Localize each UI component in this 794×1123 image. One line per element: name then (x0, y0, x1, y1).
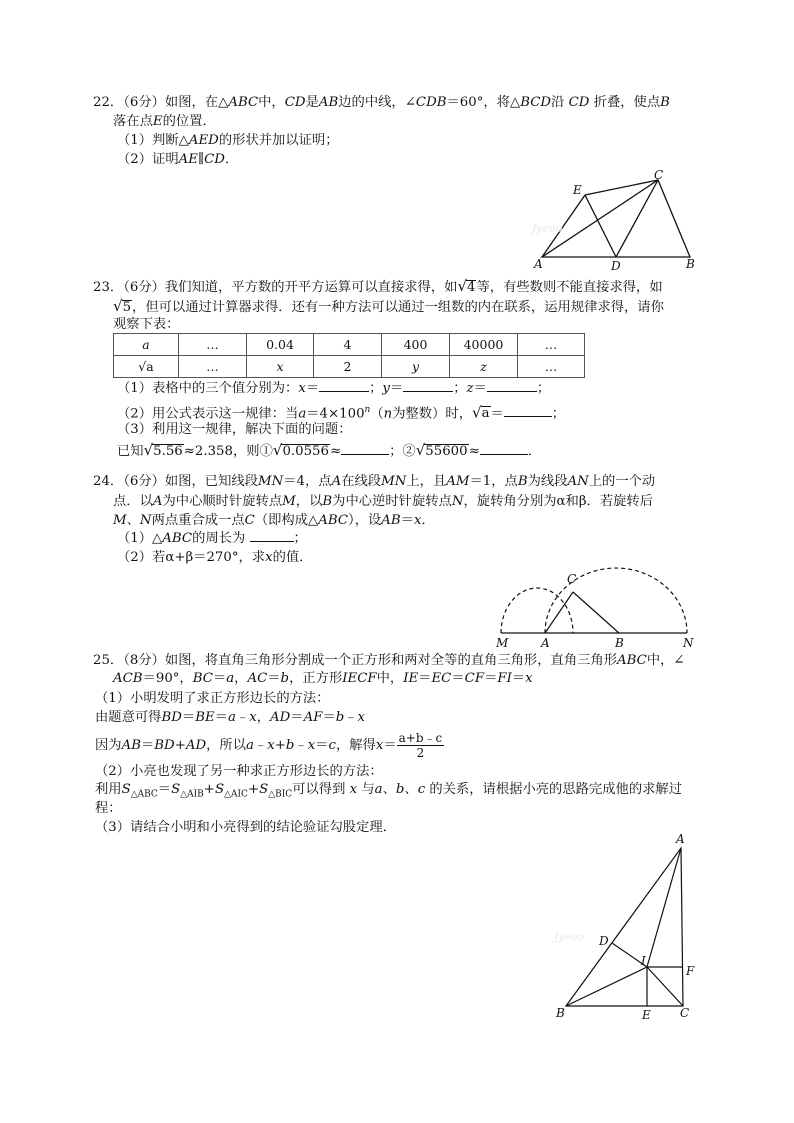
table-cell: 40000 (450, 334, 518, 356)
table-cell: 2 (314, 356, 382, 378)
q25-label-d: D (599, 934, 609, 948)
q22-label-b: B (686, 257, 695, 271)
q22-label-c: C (654, 168, 664, 182)
q25-fraction: $\frac{a+b﹣c}{2}$ (398, 731, 443, 760)
q25-label-b: B (556, 1006, 565, 1020)
q25-sub2-line1: 利用$S_{\triangle ABC}=S_{\triangle AIB}+S_{\triangle AIC}+S_{\triangle BIC}$可以得到 x 与a、b、c 的关系，请根据小亮的思路完成他的求解过 (95, 782, 683, 800)
q25-watermark: Jyeoo (554, 930, 585, 943)
table-cell: … (179, 334, 247, 356)
q25-label-e: E (642, 1008, 651, 1022)
q25-segment-ic (647, 967, 683, 1006)
q24-label-a: A (541, 636, 550, 650)
q23-line1: 23．（6分）我们知道，平方数的开平方运算可以直接求得，如√4等，有些数则不能直接求得，如 (93, 277, 663, 295)
table-cell: 400 (382, 334, 450, 356)
q25-sub3: （3）请结合小明和小亮得到的结论验证勾股定理． (95, 820, 396, 835)
q25-label-f: F (686, 964, 695, 978)
q25-sub1: （1）小明发明了求正方形边长的方法： (95, 691, 330, 706)
q22-line1: 22．（6分）如图，在△ABC中，CD是AB边的中线，∠CDB＝60°，将△BCD沿 CD 折叠，使点B (93, 95, 670, 110)
q22-label-d: D (611, 259, 621, 273)
table-cell: y (382, 356, 450, 378)
q25-sub2: （2）小亮也发现了另一种求正方形边长的方法： (95, 764, 383, 779)
q24-line2: 点．以A为中心顺时针旋转点M，以B为中心逆时针旋转点N，旋转角分别为α和β．若旋转后 (113, 494, 654, 509)
q24-sub2: （2）若α+β＝270°，求x的值． (117, 550, 313, 565)
q24-line3: M、N两点重合成一点C（即构成△ABC），设AB＝x． (113, 513, 435, 528)
q23-line2: √5，但可以通过计算器求得．还有一种方法可以通过一组数的内在联系，运用规律求得，请你 (113, 297, 664, 315)
q22-sub1: （1）判断△AED的形状并加以证明； (117, 133, 339, 148)
q25-sub1-line1: 由题意可得BD＝BE＝a﹣x，AD＝AF＝b﹣x (95, 710, 366, 725)
q24-label-n: N (683, 636, 694, 650)
q25-label-a: A (676, 832, 685, 846)
table-cell: 0.04 (247, 334, 314, 356)
table-cell: … (518, 334, 585, 356)
q25-label-c: C (680, 1006, 690, 1020)
q25-triangle-abc (566, 848, 683, 1006)
q24-line1: 24．（6分）如图，已知线段MN＝4，点A在线段MN上，且AM＝1，点B为线段AN上的一个动 (93, 474, 656, 489)
q25-line2: ACB＝90°，BC＝a，AC＝b，正方形IECF中，IE＝EC＝CF＝FI＝x (113, 671, 533, 686)
q22-label-a: A (534, 257, 543, 271)
table-cell: a (114, 334, 179, 356)
q23-line3: 观察下表： (113, 317, 180, 332)
table-cell: z (450, 356, 518, 378)
table-cell: … (518, 356, 585, 378)
q23-sub3: （3）利用这一规律，解决下面的问题： (117, 422, 352, 437)
q22-label-e: E (573, 183, 582, 197)
q23-sub2: （2）用公式表示这一规律：当$a=4\times 100^n(n$为整数）时，√a＝ ； (117, 403, 566, 422)
q25-segment-bi (566, 967, 647, 1006)
table-cell: √a (114, 356, 179, 378)
q25-sub2-line2: 程： (95, 801, 122, 816)
q22-line2: 落在点E的位置． (113, 114, 216, 129)
q24-label-m: M (496, 636, 509, 650)
q23-sub1: （1）表格中的三个值分别为：x＝ ；y＝ ；z＝ ； (117, 381, 551, 396)
table-cell: x (247, 356, 314, 378)
q24-sub1: （1）△ABC的周长为 ； (117, 531, 307, 546)
q24-label-c: C (567, 572, 577, 586)
q22-watermark: Jyeoo (532, 222, 563, 235)
q25-sub1-line2: 因为AB＝BD+AD，所以a﹣x+b﹣x＝c，解得x＝ $\frac{a+b﹣c}{2}$ (95, 731, 443, 760)
q24-label-b: B (615, 636, 624, 650)
q25-line1: 25．（8分）如图，将直角三角形分割成一个正方形和两对全等的直角三角形，直角三角形ABC中，∠ (93, 653, 685, 668)
q23-sub4: 已知√5.56≈2.358，则①√0.0556≈ ；②√55600≈ ． (117, 441, 542, 459)
q22-sub2: （2）证明AE∥CD． (117, 152, 239, 167)
table-cell: … (179, 356, 247, 378)
q25-segment-ai (647, 848, 681, 967)
q25-label-i: I (641, 954, 646, 968)
table-cell: 4 (314, 334, 382, 356)
